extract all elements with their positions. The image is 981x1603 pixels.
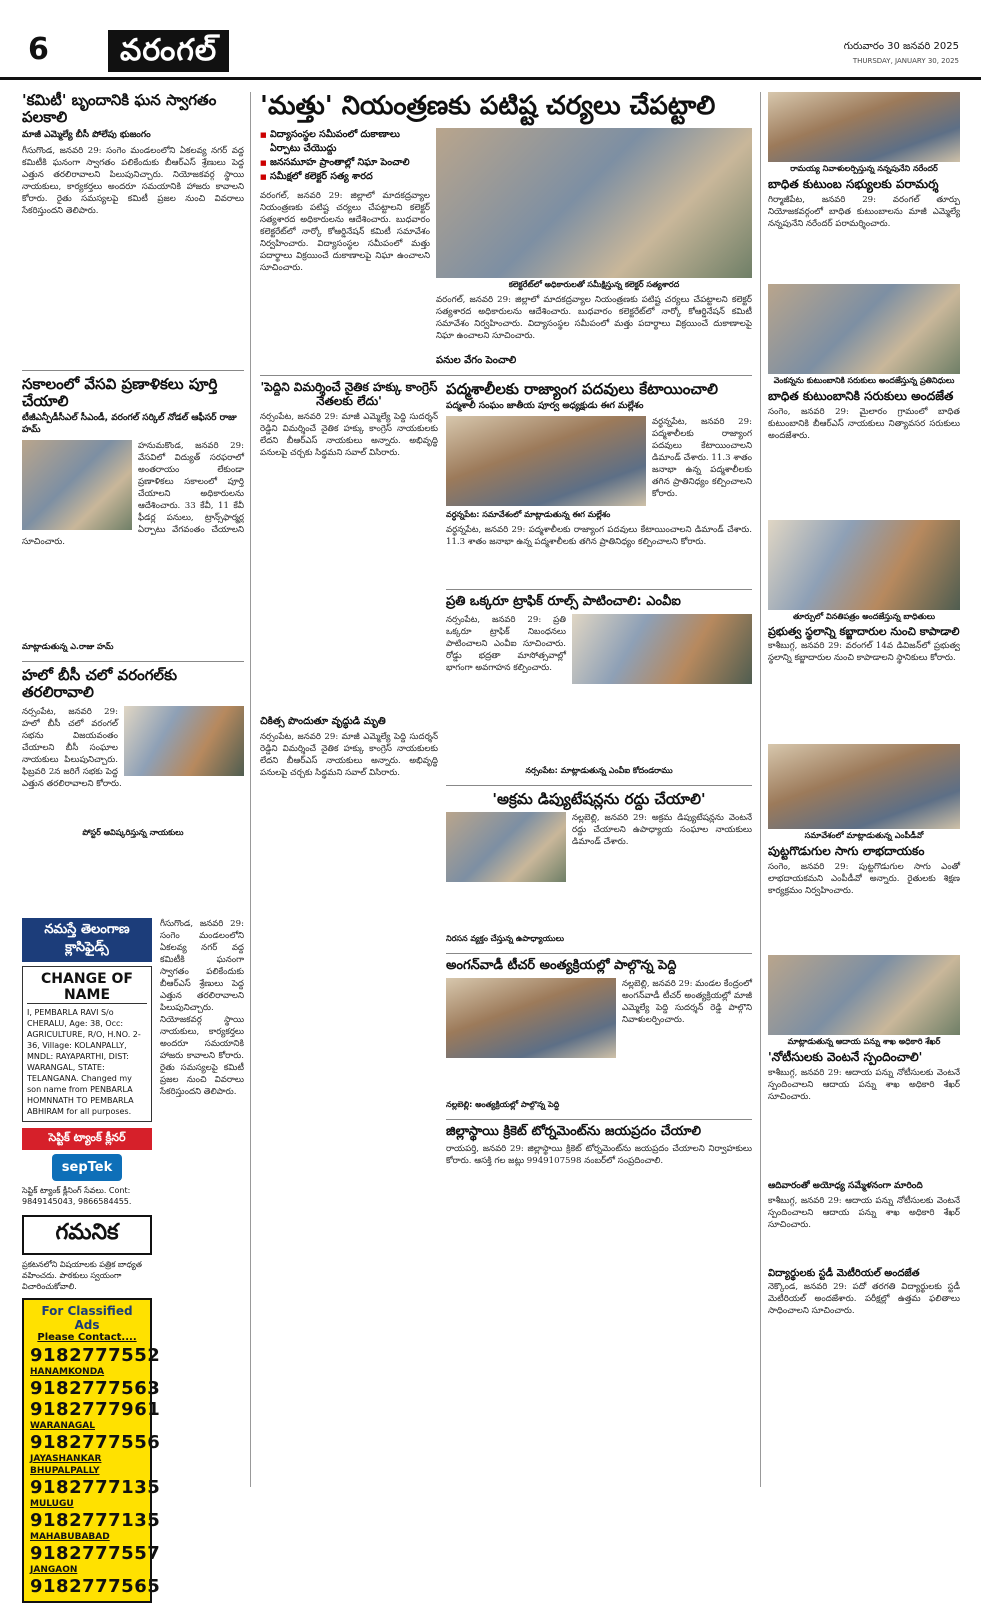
- story-headline: 'నోటీసులకు వెంటనే స్పందించాలి': [768, 1050, 923, 1065]
- ads-phone-number: 9182777961: [30, 1399, 161, 1420]
- story-photo: [22, 440, 132, 530]
- ads-city-label: MAHABUBABAD: [30, 1532, 110, 1542]
- date-english: THURSDAY, JANUARY 30, 2025: [852, 57, 959, 65]
- lead-headline: 'మత్తు' నియంత్రణకు పటిష్ట చర్యలు చేపట్టాలి: [260, 91, 716, 121]
- story-body: నర్సంపేట, జనవరి 29: ప్రతి ఒక్కరూ ట్రాఫిక్ నిబంధనలు పాటించాలని ఎంవీఐ సూచించారు. రోడ్డు భద్రతా మాసోత్సవాల్లో భాగంగా అవగాహన కల్పించారు.: [446, 615, 566, 674]
- ads-phone-number: 9182777565: [30, 1576, 161, 1597]
- right-column: [768, 92, 960, 1487]
- ads-phone-number: 9182777556: [30, 1432, 161, 1453]
- photo-caption: పోస్టర్ ఆవిష్కరిస్తున్న నాయకులు: [82, 827, 184, 837]
- photo-caption: సమావేశంలో మాట్లాడుతున్న ఎంపీడీవో: [804, 831, 924, 841]
- story-body: గిర్మాజీపేట, జనవరి 29: వరంగల్ తూర్పు నియోజకవర్గంలో బాధిత కుటుంబాలను మాజీ ఎమ్మెల్యే నన్నపునేని నరేందర్ పరామర్శించారు.: [768, 194, 960, 229]
- story-body: సంగెం, జనవరి 29: పుట్టగొడుగుల సాగు ఎంతో లాభదాయకమని ఎంపీడీవో అన్నారు. రైతులకు శిక్షణ కార్యక్రమం నిర్వహించారు.: [768, 862, 960, 897]
- left-continued-column: [160, 918, 244, 1488]
- story-headline: బాధిత కుటుంబ సభ్యులకు పరామర్శ: [768, 177, 939, 191]
- masthead: [0, 0, 981, 80]
- story-body: సంగెం, జనవరి 29: మైలారం గ్రామంలో బాధిత కుటుంబానికి బీఆర్ఎస్ నాయకులు నిత్యావసర సరుకులు అందజేశారు.: [768, 406, 960, 441]
- story-headline: పుట్టగొడుగుల సాగు లాభదాయకం: [768, 844, 925, 859]
- ads-city-label: MULUGU: [30, 1499, 74, 1509]
- story-body: రాయపర్తి, జనవరి 29: జిల్లాస్థాయి క్రికెట్ టోర్నమెంట్‌ను జయప్రదం చేయాలని నిర్వాహకులు కోరారు. ఆసక్తి గల జట్లు 9949107598 నంబర్‌లో సంప్రదించాలి.: [446, 1144, 752, 1167]
- story-photo: [124, 706, 244, 776]
- story-headline: అంగన్‌వాడీ టీచర్ అంత్యక్రియల్లో పాల్గొన్న పెద్ది: [446, 958, 677, 974]
- divider: [446, 785, 752, 786]
- story-body: నల్లబెల్లి, జనవరి 29: మండల కేంద్రంలో అంగన్‌వాడీ టీచర్ అంత్యక్రియల్లో మాజీ ఎమ్మెల్యే పెద్ది సుదర్శన్ రెడ్డి పాల్గొని నివాళులర్పించారు.: [622, 979, 752, 1026]
- photo-caption: నిరసన వ్యక్తం చేస్తున్న ఉపాధ్యాయులు: [446, 934, 565, 944]
- septek-logo-icon: sepTek: [52, 1154, 122, 1181]
- story-headline: జిల్లాస్థాయి క్రికెట్ టోర్నమెంట్‌ను జయప్రదం చేయాలి: [446, 1124, 702, 1140]
- story-body: గీసుగొండ, జనవరి 29: సంగెం మండలంలోని ఏకలవ్య నగర్ వద్ద కమిటీకి ఘనంగా స్వాగతం పలికేందుకు బీఆర్ఎస్ శ్రేణులు పెద్ద ఎత్తున తరలిరావాలని పిలుపునిచ్చారు. నియోజకవర్గ స్థాయి నాయకులు, కార్యకర్తలు అందరూ సమయానికి హాజరు కావాలని కోరారు. రైతు సమస్యలపై కమిటీ ప్రజల నుంచి వివరాలు సేకరిస్తుందని తెలిపారు.: [160, 919, 244, 1097]
- date-telugu: గురువారం 30 జనవరి 2025: [843, 41, 959, 52]
- change-of-name-title: CHANGE OF NAME: [27, 971, 147, 1004]
- section-title: వరంగల్: [108, 30, 229, 72]
- story-headline: ప్రభుత్వ స్థలాన్ని కబ్జాదారుల నుంచి కాపాడాలి: [768, 624, 960, 638]
- story-photo: [446, 416, 646, 506]
- column-rule: [760, 92, 761, 1487]
- story-headline: ప్రతి ఒక్కరూ ట్రాఫిక్ రూల్స్ పాటించాలి: ఎంవీఐ: [446, 594, 681, 610]
- lead-bullet: ■ జనసమూహ ప్రాంతాల్లో నిఘా పెంచాలి: [260, 156, 430, 170]
- divider: [260, 375, 752, 376]
- story-body: వర్ధన్నపేట, జనవరి 29: పద్మశాలీలకు రాజ్యాంగ పదవులు కేటాయించాలని డిమాండ్ చేశారు. 11.3 శాతం జనాభా ఉన్న పద్మశాలీలకు తగిన ప్రాతినిధ్యం కల్పించాలని కోరారు.: [652, 417, 752, 500]
- story-body: కాశీబుగ్గ, జనవరి 29: ఆదాయ పన్ను నోటీసులకు వెంటనే స్పందించాలని ఆదాయ పన్ను శాఖ అధికారి శేఖర్ సూచించారు.: [768, 1195, 960, 1230]
- story-headline: 'పెద్దిని విమర్శించే నైతిక హక్కు కాంగ్రెస్ నేతలకు లేదు': [260, 379, 438, 408]
- story-subhead: ఆదివారంతో అయోధ్య సమ్మేళనంగా మారింది: [768, 1180, 923, 1191]
- lead-body: వరంగల్, జనవరి 29: జిల్లాలో మాదకద్రవ్యాల నియంత్రణకు పటిష్ట చర్యలు చేపట్టాలని కలెక్టర్ సత్యశారద అధికారులను ఆదేశించారు. బుధవారం కలెక్టరేట్‌లో నార్కో కోఆర్డినేషన్ కమిటీ సమావేశం నిర్వహించారు. విద్యాసంస్థల సమీపంలో మత్తు పదార్థాలు విక్రయించే దుకాణాలపై నిఘా ఉంచాలని సూచించారు.: [260, 190, 430, 273]
- lead-subhead: పనుల వేగం పెంచాలి: [436, 354, 517, 366]
- story-body: వర్ధన్నపేట, జనవరి 29: పద్మశాలీలకు రాజ్యాంగ పదవులు కేటాయించాలని డిమాండ్ చేశారు. 11.3 శాతం జనాభా ఉన్న పద్మశాలీలకు తగిన ప్రాతినిధ్యం కల్పించాలని కోరారు.: [446, 525, 752, 548]
- story-photo: [768, 92, 960, 162]
- septic-body: సెప్టిక్ ట్యాంక్ క్లీనింగ్ సేవలు. Cont: 9849145043, 9866584455.: [22, 1186, 132, 1206]
- notice-body: ప్రకటనలోని విషయాలకు పత్రిక బాధ్యత వహించదు. పాఠకులు స్వయంగా విచారించుకోవాలి.: [22, 1260, 142, 1291]
- main-column: [260, 92, 752, 1487]
- ads-contact: Please Contact....: [37, 1332, 137, 1343]
- photo-caption: వెంకన్నను కుటుంబానికి సరుకులు అందజేస్తున్న ప్రతినిధులు: [773, 375, 955, 385]
- septic-title: సెప్టిక్ ట్యాంక్ క్లీనర్: [22, 1128, 152, 1150]
- story-photo: [446, 978, 616, 1058]
- story-photo: [446, 812, 566, 882]
- notice-title: గమనిక: [22, 1215, 152, 1255]
- story-body: హనుమకొండ, జనవరి 29: వేసవిలో విద్యుత్ సరఫరాలో అంతరాయం లేకుండా ప్రణాళికలు సకాలంలో పూర్తి చేయాలని అధికారులను ఆదేశించారు. 33 కేవీ, 11 కేవీ ఫీడర్ల పనులు, ట్రాన్స్‌ఫార్మర్ల ఏర్పాటు వేగవంతం చేయాలని సూచించారు.: [22, 441, 244, 547]
- story-headline: సకాలంలో వేసవి ప్రణాళికలు పూర్తి చేయాలి: [22, 374, 218, 410]
- story-body: నెక్కొండ, జనవరి 29: పదో తరగతి విద్యార్థులకు స్టడీ మెటీరియల్ అందజేశారు. పరీక్షల్లో ఉత్తమ ఫలితాలు సాధించాలని సూచించారు.: [768, 1282, 960, 1317]
- story-photo: [572, 614, 752, 684]
- story-byline: మాజీ ఎమ్మెల్యే బీసీ పోలేపు భుజంగం: [22, 129, 151, 140]
- phone-list: [30, 1345, 161, 1597]
- divider: [446, 953, 752, 954]
- divider: [22, 661, 244, 662]
- divider: [446, 589, 752, 590]
- change-of-name-box: [22, 966, 152, 1122]
- lead-body-continued: వరంగల్, జనవరి 29: జిల్లాలో మాదకద్రవ్యాల నియంత్రణకు పటిష్ట చర్యలు చేపట్టాలని కలెక్టర్ సత్యశారద అధికారులను ఆదేశించారు. బుధవారం కలెక్టరేట్‌లో నార్కో కోఆర్డినేషన్ కమిటీ సమావేశం నిర్వహించారు. విద్యాసంస్థల సమీపంలో మత్తు పదార్థాలు విక్రయించే దుకాణాలపై నిఘా ఉంచాలని సూచించారు.: [436, 294, 752, 341]
- ads-city-label: WARANAGAL: [30, 1421, 95, 1431]
- left-column: [22, 92, 244, 912]
- page-number: 6: [28, 32, 49, 67]
- classified-ads-box: [22, 1298, 161, 1603]
- date-line: [844, 40, 959, 68]
- story-body: గీసుగొండ, జనవరి 29: సంగెం మండలంలోని ఏకలవ్య నగర్ వద్ద కమిటీకి ఘనంగా స్వాగతం పలికేందుకు బీఆర్ఎస్ శ్రేణులు పెద్ద ఎత్తున తరలిరావాలని పిలుపునిచ్చారు. నియోజకవర్గ స్థాయి నాయకులు, కార్యకర్తలు అందరూ సమయానికి హాజరు కావాలని కోరారు. రైతు సమస్యలపై కమిటీ ప్రజల నుంచి వివరాలు సేకరిస్తుందని తెలిపారు.: [22, 145, 244, 216]
- story-headline: పద్మశాలీలకు రాజ్యాంగ పదవులు కేటాయించాలి: [446, 379, 718, 398]
- story-headline: హలో బీసీ చలో వరంగల్‌కు తరలిరావాలి: [22, 666, 178, 702]
- divider: [22, 370, 244, 371]
- photo-caption: మాట్లాడుతున్న ఎ.రాజు హమ్: [22, 642, 114, 651]
- ads-city-label: JANGAON: [30, 1565, 78, 1575]
- story-byline: పద్మశాలీ సంఘం జాతీయ పూర్వ అధ్యక్షుడు ఈగ మల్లేశం: [446, 401, 644, 412]
- ads-phone-number: 9182777552: [30, 1345, 161, 1366]
- lead-bullet: ■ సమీక్షలో కలెక్టర్ సత్య శారద: [260, 170, 430, 184]
- ads-phone-number: 9182777135: [30, 1510, 161, 1531]
- story-body: నల్లబెల్లి, జనవరి 29: అక్రమ డిప్యుటేషన్లను వెంటనే రద్దు చేయాలని ఉపాధ్యాయ సంఘాల నాయకులు డిమాండ్ చేశారు.: [572, 813, 752, 848]
- story-headline: విద్యార్థులకు స్టడీ మెటీరియల్ అందజేత: [768, 1267, 920, 1279]
- story-headline: బాధిత కుటుంబానికి సరుకులు అందజేత: [768, 388, 954, 403]
- change-of-name-body: I, PEMBARLA RAVI S/o CHERALU, Age: 38, Occ: AGRICULTURE, R/O, H.NO. 2-36, Village: KOLANPALLY, MNDL: RAYAPARTHI, DIST: WARANGAL, STATE: TELANGANA. Changed my son name from PENBARLA HOMNNATH TO PEMBARLA ABHIRAM for all purposes.: [27, 1008, 141, 1116]
- classifieds-header: నమస్తే తెలంగాణ క్లాసిఫైడ్స్: [22, 918, 152, 962]
- story-photo: [768, 284, 960, 374]
- photo-caption: నర్సంపేట: మాట్లాడుతున్న ఎంవీఐ కోదండరాము: [525, 766, 673, 776]
- photo-caption: నల్లబెల్లి: అంత్యక్రియల్లో పాల్గొన్న పెద్ది: [446, 1100, 560, 1110]
- ads-phone-number: 9182777557: [30, 1543, 161, 1564]
- classifieds-column: [22, 918, 161, 1597]
- story-headline: 'కమిటీ' బృందానికి ఘన స్వాగతం పలకాలి: [22, 91, 217, 127]
- story-body: నర్సంపేట, జనవరి 29: మాజీ ఎమ్మెల్యే పెద్ది సుదర్శన్ రెడ్డిని విమర్శించే నైతిక హక్కు కాంగ్రెస్ నాయకులకు లేదని బీఆర్ఎస్ నాయకులు అన్నారు. అభివృద్ధి పనులపై చర్చకు సిద్ధమని సవాల్ విసిరారు.: [260, 412, 438, 459]
- story-byline: టీజీఎన్పీడీసీఎల్ సీఎండీ, వరంగల్ సర్కిల్ నోడల్ ఆఫీసర్ రాజు హమ్: [22, 413, 237, 435]
- photo-caption: మాట్లాడుతున్న ఆదాయ పన్ను శాఖ అధికారి శేఖర్: [787, 1037, 941, 1047]
- story-body: కాశీబుగ్గ, జనవరి 29: వరంగల్ 14వ డివిజన్‌లో ప్రభుత్వ స్థలాన్ని కబ్జాదారుల నుంచి కాపాడాలని స్థానికులు కోరారు.: [768, 641, 960, 664]
- story-body: నర్సంపేట, జనవరి 29: మాజీ ఎమ్మెల్యే పెద్ది సుదర్శన్ రెడ్డిని విమర్శించే నైతిక హక్కు కాంగ్రెస్ నాయకులకు లేదని బీఆర్ఎస్ నాయకులు అన్నారు. అభివృద్ధి పనులపై చర్చకు సిద్ధమని సవాల్ విసిరారు.: [260, 732, 438, 779]
- story-photo: [768, 744, 960, 829]
- lead-caption: కలెక్టరేట్‌లో అధికారులతో సమీక్షిస్తున్న కలెక్టర్ సత్యశారద: [508, 279, 680, 289]
- photo-caption: రామయ్య నివాళులర్పిస్తున్న నన్నపునేని నరేందర్: [790, 164, 938, 173]
- story-photo: [768, 520, 960, 610]
- column-rule: [250, 92, 251, 1487]
- ads-phone-number: 9182777563: [30, 1378, 161, 1399]
- lead-photo: [436, 128, 752, 278]
- photo-caption: తూర్పులో వినతిపత్రం అందజేస్తున్న బాధితులు: [792, 611, 936, 621]
- ads-city-label: JAYASHANKAR BHUPALPALLY: [30, 1454, 102, 1476]
- photo-caption: వర్ధన్నపేట: సమావేశంలో మాట్లాడుతున్న ఈగ మల్లేశం: [446, 510, 611, 520]
- story-subhead: చికిత్స పొందుతూ వృద్ధుడి మృతి: [260, 716, 386, 728]
- divider: [446, 1119, 752, 1120]
- ads-phone-number: 9182777135: [30, 1477, 161, 1498]
- story-photo: [768, 955, 960, 1035]
- ads-city-label: HANAMKONDA: [30, 1367, 105, 1377]
- ads-title: For Classified Ads: [41, 1304, 133, 1332]
- story-body: కాశీబుగ్గ, జనవరి 29: ఆదాయ పన్ను నోటీసులకు వెంటనే స్పందించాలని ఆదాయ పన్ను శాఖ అధికారి శేఖర్ సూచించారు.: [768, 1067, 960, 1102]
- story-headline: 'అక్రమ డిప్యుటేషన్లను రద్దు చేయాలి': [492, 790, 706, 809]
- lead-bullet: ■ విద్యాసంస్థల సమీపంలో దుకాణాలు ఏర్పాటు చేయొద్దు: [260, 128, 430, 156]
- story-body: నర్సంపేట, జనవరి 29: హలో బీసీ చలో వరంగల్ సభను విజయవంతం చేయాలని బీసీ సంఘాల నాయకులు పిలుపునిచ్చారు. ఫిబ్రవరి 2న జరిగే సభకు పెద్ద ఎత్తున తరలిరావాలని కోరారు.: [22, 706, 122, 789]
